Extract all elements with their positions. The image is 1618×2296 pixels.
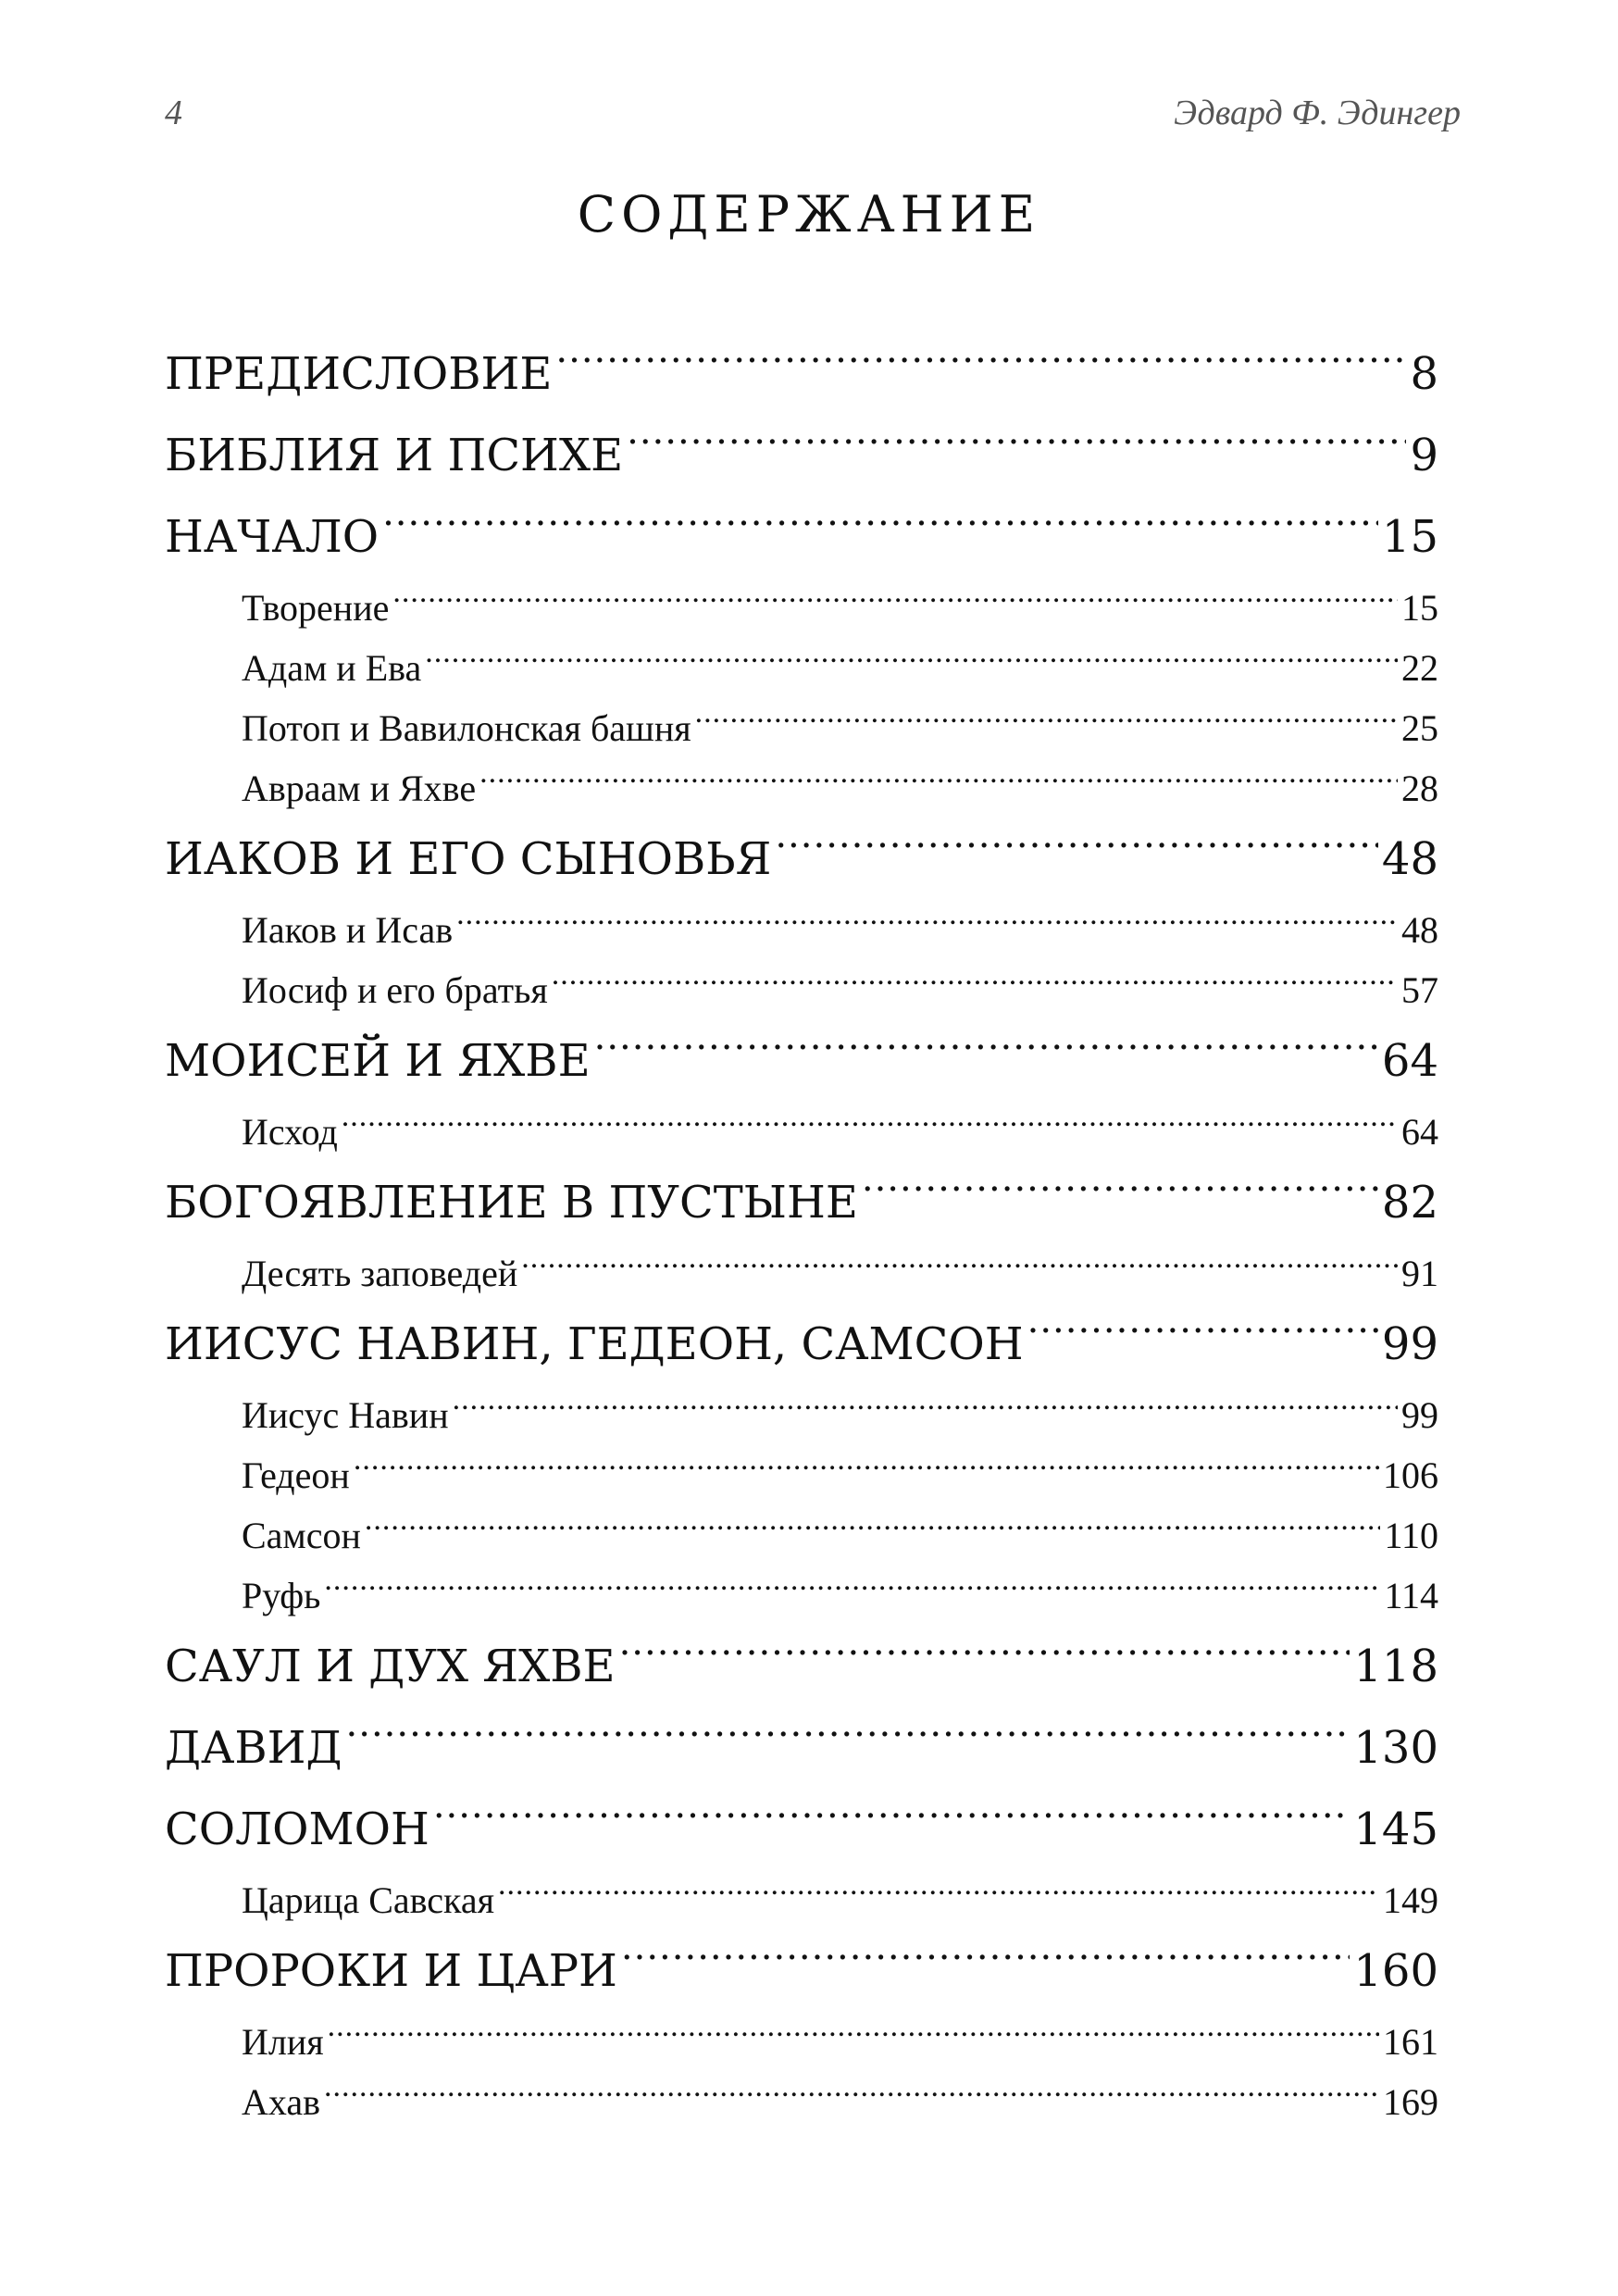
dot-leader — [555, 344, 1406, 389]
dot-leader — [552, 966, 1398, 1003]
toc-entry-page-number: 99 — [1381, 1318, 1438, 1370]
toc-entry-page-number: 110 — [1384, 1515, 1438, 1556]
toc-chapter-entry[interactable] — [165, 1930, 1438, 2012]
dot-leader — [456, 905, 1398, 942]
dot-leader — [324, 2078, 1379, 2115]
dot-leader — [365, 1511, 1381, 1548]
toc-section-entry[interactable] — [165, 900, 1438, 960]
dot-leader — [354, 1451, 1379, 1488]
toc-entry-page-number: 15 — [1381, 511, 1438, 563]
toc-entry-page-number: 64 — [1381, 1035, 1438, 1087]
page-number: 4 — [165, 94, 182, 132]
toc-entry-page-number: 9 — [1410, 430, 1438, 481]
toc-entry-page-number: 160 — [1353, 1945, 1438, 1997]
toc-entry-page-number: 130 — [1353, 1722, 1438, 1774]
toc-entry-page-number: 114 — [1384, 1575, 1438, 1616]
toc-section-entry[interactable] — [165, 960, 1438, 1020]
toc-entry-label: Иисус Навин — [242, 1394, 449, 1436]
toc-entry-label: НАЧАЛО — [165, 511, 380, 563]
toc-entry-label: Иаков и Исав — [242, 909, 454, 951]
running-header — [165, 93, 1461, 148]
dot-leader — [627, 426, 1406, 470]
running-author: Эдвард Ф. Эдингер — [1174, 94, 1461, 132]
dot-leader — [1027, 1315, 1378, 1359]
toc-entry-label: Десять заповедей — [242, 1253, 518, 1294]
toc-entry-label: СОЛОМОН — [165, 1803, 429, 1855]
toc-entry-label: МОИСЕЙ И ЯХВЕ — [165, 1035, 591, 1087]
dot-leader — [862, 1173, 1378, 1217]
dot-leader — [324, 1571, 1380, 1608]
dot-leader — [328, 2017, 1379, 2054]
toc-section-entry[interactable] — [165, 1385, 1438, 1445]
toc-chapter-entry[interactable] — [165, 1304, 1438, 1385]
toc-entry-label: ПРЕДИСЛОВИЕ — [165, 348, 553, 400]
page-title: СОДЕРЖАНИЕ — [577, 185, 1041, 243]
toc-entry-label: Потоп и Вавилонская башня — [242, 707, 691, 749]
toc-entry-label: Ахав — [242, 2081, 320, 2123]
dot-leader — [619, 1637, 1350, 1681]
toc-entry-page-number: 91 — [1401, 1253, 1438, 1294]
dot-leader — [621, 1941, 1350, 1986]
toc-section-entry[interactable] — [165, 1243, 1438, 1304]
toc-chapter-entry[interactable] — [165, 496, 1438, 578]
toc-chapter-entry[interactable] — [165, 333, 1438, 415]
dot-leader — [521, 1249, 1398, 1286]
dot-leader — [695, 704, 1398, 741]
toc-section-entry[interactable] — [165, 1445, 1438, 1505]
table-of-contents — [165, 333, 1438, 2132]
dot-leader — [775, 830, 1378, 874]
toc-entry-page-number: 149 — [1383, 1879, 1438, 1921]
toc-entry-page-number: 25 — [1401, 707, 1438, 749]
toc-chapter-entry[interactable] — [165, 1789, 1438, 1870]
toc-section-entry[interactable] — [165, 1505, 1438, 1566]
toc-chapter-entry[interactable] — [165, 1162, 1438, 1243]
toc-entry-label: Исход — [242, 1111, 338, 1153]
dot-leader — [453, 1391, 1398, 1428]
toc-chapter-entry[interactable] — [165, 1020, 1438, 1102]
toc-section-entry[interactable] — [165, 698, 1438, 758]
toc-section-entry[interactable] — [165, 1566, 1438, 1626]
toc-entry-label: ИАКОВ И ЕГО СЫНОВЬЯ — [165, 833, 772, 885]
toc-section-entry[interactable] — [165, 638, 1438, 698]
toc-entry-label: ИИСУС НАВИН, ГЕДЕОН, САМСОН — [165, 1318, 1024, 1370]
toc-entry-label: Авраам и Яхве — [242, 767, 477, 809]
toc-section-entry[interactable] — [165, 1102, 1438, 1162]
toc-entry-page-number: 145 — [1353, 1803, 1438, 1855]
toc-entry-label: Гедеон — [242, 1454, 350, 1496]
dot-leader — [342, 1107, 1398, 1144]
toc-entry-page-number: 57 — [1401, 969, 1438, 1011]
toc-chapter-entry[interactable] — [165, 818, 1438, 900]
dot-leader — [433, 1800, 1350, 1844]
toc-entry-page-number: 169 — [1383, 2081, 1438, 2123]
toc-entry-label: ПРОРОКИ И ЦАРИ — [165, 1945, 617, 1997]
dot-leader — [392, 583, 1398, 620]
toc-entry-page-number: 106 — [1383, 1454, 1438, 1496]
toc-chapter-entry[interactable] — [165, 415, 1438, 496]
toc-entry-label: ДАВИД — [165, 1722, 342, 1774]
toc-entry-label: Адам и Ева — [242, 647, 422, 689]
toc-section-entry[interactable] — [165, 2072, 1438, 2132]
toc-section-entry[interactable] — [165, 2012, 1438, 2072]
toc-entry-page-number: 48 — [1401, 909, 1438, 951]
dot-leader — [382, 507, 1378, 552]
toc-entry-page-number: 82 — [1381, 1177, 1438, 1229]
dot-leader — [346, 1718, 1350, 1763]
toc-entry-page-number: 8 — [1410, 348, 1438, 400]
toc-entry-page-number: 99 — [1401, 1394, 1438, 1436]
toc-entry-label: Илия — [242, 2021, 324, 2063]
toc-entry-label: БОГОЯВЛЕНИЕ В ПУСТЫНЕ — [165, 1177, 858, 1229]
toc-entry-page-number: 118 — [1353, 1641, 1438, 1692]
dot-leader — [594, 1031, 1378, 1076]
toc-entry-page-number: 22 — [1401, 647, 1438, 689]
toc-entry-label: Царица Савская — [242, 1879, 495, 1921]
toc-chapter-entry[interactable] — [165, 1626, 1438, 1707]
toc-entry-label: БИБЛИЯ И ПСИХЕ — [165, 430, 624, 481]
dot-leader — [498, 1876, 1379, 1913]
toc-entry-label: Иосиф и его братья — [242, 969, 548, 1011]
toc-entry-page-number: 15 — [1401, 587, 1438, 629]
toc-entry-page-number: 64 — [1401, 1111, 1438, 1153]
toc-section-entry[interactable] — [165, 758, 1438, 818]
toc-entry-page-number: 161 — [1383, 2021, 1438, 2063]
toc-chapter-entry[interactable] — [165, 1707, 1438, 1789]
dot-leader — [479, 764, 1398, 801]
toc-entry-page-number: 28 — [1401, 767, 1438, 809]
dot-leader — [425, 643, 1398, 680]
toc-entry-label: Самсон — [242, 1515, 361, 1556]
toc-entry-label: САУЛ И ДУХ ЯХВЕ — [165, 1641, 616, 1692]
toc-section-entry[interactable] — [165, 578, 1438, 638]
toc-entry-label: Руфь — [242, 1575, 321, 1616]
toc-section-entry[interactable] — [165, 1870, 1438, 1930]
toc-entry-page-number: 48 — [1381, 833, 1438, 885]
toc-entry-label: Творение — [242, 587, 390, 629]
